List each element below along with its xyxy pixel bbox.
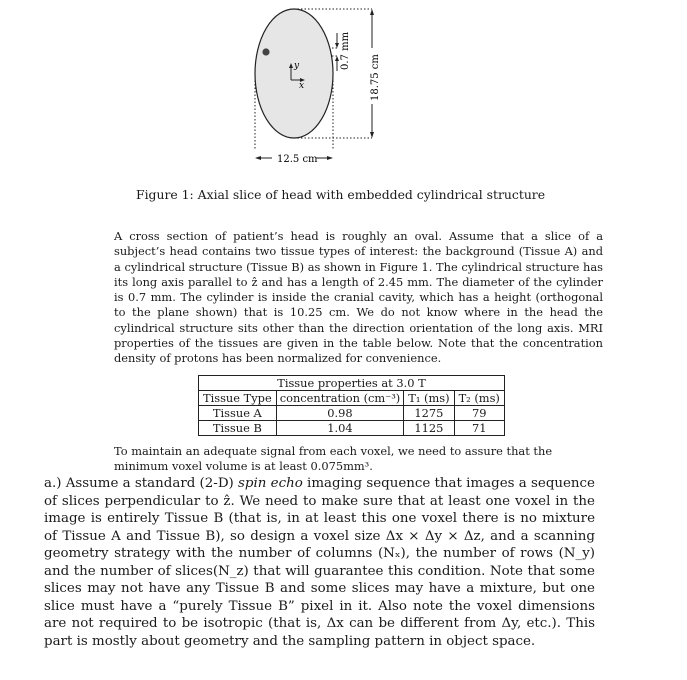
table-row: [199, 421, 505, 436]
table-header: Tissue Type: [199, 391, 277, 406]
dim-width-label: 12.5 cm: [277, 154, 318, 165]
dim-height-label: 18.75 cm: [370, 54, 381, 101]
part-a-after: imaging sequence that images a sequence of slices perpendicular to ẑ. We need to make sure that at least one voxel in the image is entirely Tissue B (that is, in at least this one voxel there is no mixture of Tissue A and Tissue B), so design a voxel size Δx × Δy × Δz, and a scanning geometry strategy with the number of columns (Nₓ), the number of rows (N_y) and the number of slices(N_z) that will guarantee this condition. Note that some slices may not have any Tissue B and some slices may have a mixture, but one slice must have a “purely Tissue B” pixel in it. Also note the voxel dimensions are not required to be isotropic (that is, Δx can be different from Δy, etc.). This part is mostly about geometry and the sampling pattern in object space.: [44, 476, 595, 649]
table-cell: Tissue B: [199, 421, 277, 436]
axis-x-label: x: [299, 81, 305, 91]
head-slice-figure: [0, 0, 687, 180]
table-cell: 0.98: [276, 406, 404, 421]
axis-y-label: y: [294, 61, 300, 71]
table-header: T₂ (ms): [454, 391, 504, 406]
table-cell: 1.04: [276, 421, 404, 436]
part-a-paragraph: [44, 475, 595, 650]
cylinder-dot: [262, 48, 269, 55]
table-cell: 79: [454, 406, 504, 421]
voxel-paragraph: To maintain an adequate signal from each voxel, we need to assure that the minimum voxel volume is at least 0.075mm³.: [114, 444, 553, 474]
table-cell: 1275: [404, 406, 454, 421]
dim-small-label: 0.7 mm: [340, 31, 351, 70]
table-title: Tissue properties at 3.0 T: [199, 376, 505, 391]
figure-caption: Figure 1: Axial slice of head with embedded cylindrical structure: [136, 187, 546, 202]
table-header: T₁ (ms): [404, 391, 454, 406]
table-row: [199, 406, 505, 421]
table-cell: 1125: [404, 421, 454, 436]
table-cell: Tissue A: [199, 406, 277, 421]
part-a-before: Assume a standard (2-D): [65, 476, 234, 491]
intro-paragraph: A cross section of patient’s head is roughly an oval. Assume that a slice of a subject’s head contains two tissue types of interest: the background (Tissue A) and a cylindrical structure (Tissue B) as shown in Figure 1. The cylindrical structure has its long axis parallel to ẑ and has a length of 2.45 mm. The diameter of the cylinder is 0.7 mm. The cylinder is inside the cranial cavity, which has a height (orthogonal to the plane shown) that is 10.25 cm. We do not know where in the head the cylindrical structure sits other than the direction orientation of the long axis. MRI properties of the tissues are given in the table below. Note that the concentration density of protons has been normalized for convenience.: [114, 229, 603, 366]
table-cell: 71: [454, 421, 504, 436]
table-header: concentration (cm⁻³): [276, 391, 404, 406]
head-oval: [255, 9, 333, 138]
tissue-properties-table: [198, 375, 505, 436]
part-a-label: a.): [44, 476, 62, 491]
part-a-italic: spin echo: [238, 476, 303, 491]
